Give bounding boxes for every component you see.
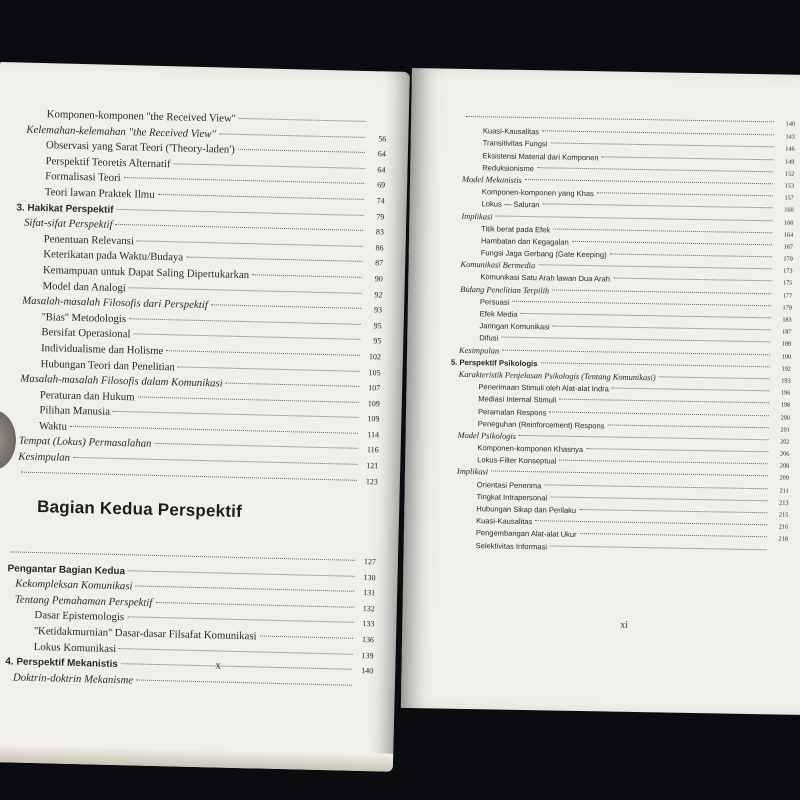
dot-leader — [238, 149, 365, 153]
dot-leader — [559, 460, 768, 465]
toc-entry-title: Kesimpulan — [18, 450, 71, 464]
dot-leader — [128, 570, 355, 577]
dot-leader — [158, 194, 364, 200]
toc-entry-page: 74 — [376, 196, 385, 206]
toc-entry-title: Lokus — Saluran — [481, 199, 540, 210]
dot-leader — [174, 163, 365, 169]
dot-leader — [154, 443, 357, 449]
toc-entry-title: Komponen-komponen yang Khas — [481, 187, 594, 199]
toc-entry-title: Tingkat Intrapersonal — [476, 492, 548, 503]
dot-leader — [550, 143, 773, 148]
toc-entry-page: 218 — [778, 535, 788, 544]
dot-leader — [550, 545, 767, 550]
toc-entry-page: 153 — [784, 182, 795, 190]
toc-entry-page: 160 — [783, 219, 794, 227]
toc-entry-title: Model Mekanistis — [461, 174, 522, 185]
dot-leader — [543, 204, 773, 209]
dot-leader — [121, 663, 352, 670]
toc-entry-title: Pengembangan Alat-alat Ukur — [475, 528, 577, 540]
right-page — [401, 68, 800, 715]
left-page — [0, 62, 410, 772]
toc-entry-page: 93 — [373, 305, 383, 315]
dot-leader — [553, 228, 772, 233]
dot-leader — [559, 399, 769, 404]
dot-leader — [73, 457, 357, 465]
toc-entry-page: 114 — [367, 429, 380, 440]
toc-entry-page: 157 — [784, 194, 794, 202]
dot-leader — [211, 304, 361, 309]
page-edge — [0, 744, 393, 772]
toc-entry-page: 179 — [782, 304, 792, 312]
toc-entry-page: 201 — [780, 426, 790, 434]
toc-entry-page: 132 — [362, 603, 375, 614]
dot-leader — [137, 240, 363, 247]
toc-entry-page: 56 — [378, 133, 387, 144]
toc-entry-page: 149 — [785, 158, 795, 166]
toc-entry-title: Karakteristik Penjelasan Psikologis (Tentang Komunikasi) — [458, 369, 656, 383]
toc-entry-page: 79 — [376, 211, 385, 221]
page-number: x — [215, 659, 221, 672]
dot-leader — [520, 313, 770, 318]
toc-entry-page: 64 — [377, 149, 386, 159]
toc-entry-page: 208 — [779, 462, 790, 470]
toc-entry-title: Komunikasi Satu Arah lawan Dua Arah — [480, 272, 611, 284]
toc-entry-page: 86 — [375, 242, 384, 253]
dot-leader — [602, 156, 774, 160]
toc-entry-page: 202 — [780, 438, 790, 446]
toc-entry-page: 83 — [375, 227, 385, 237]
dot-leader — [597, 192, 773, 196]
dot-leader — [260, 635, 353, 638]
dot-leader — [124, 177, 364, 184]
toc-entry-page: 177 — [782, 292, 793, 300]
dot-leader — [127, 617, 353, 624]
toc-entry-page: 206 — [779, 450, 790, 458]
dot-leader — [496, 215, 773, 221]
dot-leader — [579, 509, 767, 513]
toc-entry-title: Observasi yang Sarat Teori ('Theory-laden') — [45, 139, 235, 156]
toc-entry-title: ''Ketidakmurnian'' Dasar-dasar Filsafat Komunikasi — [33, 624, 257, 643]
page-number: xi — [620, 619, 629, 631]
toc-entry-page: 131 — [363, 588, 376, 598]
dot-leader — [466, 116, 774, 122]
toc-entry-title: Kekompleksan Komunikasi — [15, 577, 133, 593]
toc-entry-title: Hambatan dan Kegagalan — [480, 236, 569, 247]
toc-entry-title: Sifat-sifat Perspektif — [23, 216, 113, 231]
toc-entry-title: Penentuan Relevansi — [43, 232, 135, 248]
dot-leader — [607, 424, 768, 428]
toc-entry-page: 136 — [361, 634, 375, 645]
dot-leader — [538, 264, 771, 269]
dot-leader — [239, 118, 366, 122]
toc-entry-title: Masalah-masalah Filosofis dalam Komunikasi — [20, 372, 223, 390]
toc-entry-title: Eksistensi Material dari Komponen — [482, 150, 599, 162]
toc-entry-title: Fungsi Jaga Gerbang (Gate Keeping) — [480, 248, 607, 260]
toc-entry-title: Mediasi Internal Stimuli — [478, 394, 557, 405]
toc-entry-title: Waktu — [38, 419, 68, 433]
dot-leader — [535, 520, 767, 525]
toc-entry-title: Komponen-komponen ''the Received View'' — [46, 108, 236, 125]
dot-leader — [612, 388, 770, 392]
toc-entry-page: 209 — [779, 474, 789, 483]
toc-entry-title: Model dan Analogi — [42, 279, 127, 294]
dot-leader — [502, 349, 770, 355]
dot-leader — [117, 208, 364, 215]
dot-leader — [553, 326, 771, 331]
dot-leader — [155, 602, 353, 608]
toc-entry-title: Titik berat pada Efek — [481, 223, 551, 235]
toc-entry-title: Efek Media — [479, 309, 518, 319]
toc-entry-title: Hubungan Teori dan Penelitian — [40, 357, 176, 373]
toc-entry-title: Keterikatan pada Waktu/Budaya — [43, 248, 184, 264]
toc-entry-title: Implikasi — [461, 211, 493, 221]
toc-entry-title: Perspektif Teoretis Alternatif — [45, 154, 171, 170]
toc-entry-title: Pengantar Bagian Kedua — [7, 562, 126, 577]
toc-entry-page: 189 — [781, 340, 792, 349]
toc-entry-page: 116 — [366, 445, 379, 455]
dot-leader — [178, 366, 360, 371]
dot-leader — [113, 411, 358, 418]
toc-entry-page: 121 — [366, 461, 379, 471]
toc-entry-page: 198 — [780, 401, 791, 409]
toc-entry-page: 190 — [781, 353, 792, 361]
toc-entry-title: Implikasi — [456, 467, 489, 477]
toc-entry-page: 146 — [785, 145, 795, 154]
dot-leader — [116, 224, 363, 231]
toc-entry-page: 187 — [782, 328, 792, 336]
dot-leader — [537, 167, 773, 172]
toc-entry-title: Tempat (Lokus) Permasalahan — [18, 435, 152, 451]
toc-entry-page: 152 — [784, 170, 795, 178]
toc-entry-title: Persuasi — [479, 297, 510, 307]
toc-entry-title: Kelemahan-kelemahan ''the Received View'' — [26, 123, 217, 140]
toc-entry-page: 102 — [368, 352, 382, 362]
toc-entry-title: Jaringan Komunikasi — [479, 321, 550, 332]
dot-leader — [572, 241, 772, 245]
dot-leader — [136, 679, 352, 685]
toc-entry-title: Kuasi-Kausalitas — [482, 126, 540, 137]
part-heading: Bagian Kedua Perspektif — [36, 497, 243, 522]
dot-leader — [541, 362, 770, 367]
toc-entry-page: 64 — [377, 165, 386, 175]
toc-entry-page: 139 — [361, 650, 374, 660]
toc-entry-page: 170 — [783, 255, 793, 263]
dot-leader — [133, 334, 360, 341]
dot-leader — [138, 396, 359, 402]
toc-entry-title: ''Bias'' Metodologis — [41, 310, 127, 325]
dot-leader — [552, 289, 771, 294]
toc-entry-page: 211 — [779, 487, 789, 495]
toc-entry-page: 95 — [373, 336, 382, 346]
toc-entry-title: Peneguhan (Reinforcement) Respons — [477, 418, 605, 431]
toc-entry-title: Kemampuan untuk Dapat Saling Dipertukarkan — [42, 264, 250, 282]
toc-entry-page: 143 — [785, 133, 795, 141]
toc-entry-page: 196 — [781, 389, 791, 397]
toc-entry-page: 167 — [783, 243, 793, 251]
toc-entry-page: 183 — [782, 316, 792, 324]
toc-entry-title: Bersifat Operasional — [41, 326, 131, 341]
dot-leader — [219, 133, 365, 138]
toc-entry-title: Lokus Komunikasi — [33, 640, 117, 655]
toc-entry-page: 173 — [783, 267, 793, 275]
toc-entry-page: 200 — [780, 413, 791, 422]
toc-entry-page: 105 — [368, 367, 381, 377]
dot-leader — [542, 130, 774, 135]
toc-entry-page: 213 — [779, 499, 789, 507]
toc-entry-title: Individualisme dan Holisme — [40, 341, 164, 357]
toc-entry-page: 92 — [374, 289, 383, 299]
toc-entry-title: Formalisasi Teori — [45, 170, 121, 185]
dot-leader — [610, 254, 772, 258]
toc-entry-title: 3. Hakikat Perspektif — [16, 202, 114, 216]
toc-entry-title: Peraturan dan Hukum — [39, 388, 135, 404]
toc-entry-page: 192 — [781, 365, 791, 373]
dot-leader — [186, 257, 362, 262]
toc-left-lower — [5, 545, 376, 694]
dot-leader — [549, 411, 769, 416]
dot-leader — [544, 484, 767, 489]
dot-leader — [252, 274, 362, 278]
toc-entry-title: Orientasi Penerima — [476, 479, 542, 490]
dot-leader — [135, 586, 354, 592]
dot-leader — [166, 350, 360, 356]
toc-entry-title: Transitivitas Fungsi — [482, 138, 548, 149]
toc-entry-page: 175 — [782, 279, 793, 288]
toc-entry-page: 123 — [365, 476, 378, 487]
toc-entry-page: 90 — [374, 274, 383, 284]
toc-entry-title: Teori lawan Praktek Ilmu — [44, 186, 155, 201]
dot-leader — [586, 448, 768, 452]
toc-entry-title: Doktrin-doktrin Mekanisme — [12, 671, 134, 687]
dot-leader — [613, 278, 771, 282]
toc-entry-page: 140 — [785, 120, 796, 128]
toc-right — [448, 113, 796, 558]
toc-entry-title: Kesimpulan — [459, 345, 500, 356]
toc-entry-title: Bidang Penelitian Terpilih — [460, 284, 550, 296]
toc-entry-page: 164 — [783, 231, 794, 239]
toc-entry-page: 107 — [368, 383, 381, 393]
dot-leader — [129, 318, 361, 325]
dot-leader — [226, 383, 360, 387]
dot-leader — [11, 551, 355, 560]
toc-entry-page: 193 — [781, 377, 791, 385]
toc-entry-page: 127 — [363, 557, 377, 567]
toc-entry-title: Dasar Epistemologis — [34, 609, 125, 624]
toc-entry-page: 160 — [784, 206, 794, 214]
toc-left-upper — [10, 106, 387, 489]
toc-entry-page: 215 — [778, 511, 789, 519]
toc-entry-title: Penerimaan Stimuli oleh Alat-alat Indra — [478, 382, 609, 394]
dot-leader — [512, 301, 771, 307]
dot-leader — [550, 496, 767, 501]
toc-entry-title: Selektivitas Informasi — [475, 540, 548, 551]
dot-leader — [580, 533, 767, 537]
toc-entry-page: 140 — [361, 666, 374, 676]
toc-entry-page: 109 — [367, 398, 380, 409]
toc-entry-title: Peramalan Respons — [477, 406, 547, 417]
dot-leader — [21, 471, 357, 480]
toc-entry-title: Lokus-Filter Konseptual — [477, 455, 557, 466]
toc-entry-page: 133 — [362, 619, 375, 629]
dot-leader — [129, 287, 362, 294]
toc-entry-title: 5. Perspektif Psikologis — [450, 357, 538, 368]
toc-entry-page: 216 — [778, 523, 789, 531]
toc-entry-title: Tentang Pemahaman Perspektif — [14, 593, 153, 609]
toc-entry-title: Masalah-masalah Filosofis dari Perspektif — [22, 294, 208, 312]
dot-leader — [119, 648, 352, 655]
toc-entry-page: 87 — [375, 258, 384, 268]
toc-entry-title: Komponen-komponen Khasnya — [477, 443, 584, 455]
toc-entry-title: Hubungan Sikap dan Perilaku — [476, 504, 577, 515]
toc-entry-title: Model Psikologis — [457, 430, 517, 441]
toc-entry-title: Komunikasi Bermedia — [460, 260, 536, 271]
toc-entry-title: Kuasi-Kausalitas — [476, 516, 533, 527]
dot-leader — [659, 376, 770, 379]
toc-entry-title: 4. Perspektif Mekanistis — [5, 656, 118, 671]
toc-entry-page: 95 — [373, 320, 382, 331]
dot-leader — [501, 337, 770, 343]
toc-entry-title: Reduksionisme — [482, 162, 534, 173]
dot-leader — [525, 179, 773, 184]
toc-entry-page: 109 — [367, 414, 380, 424]
dot-leader — [519, 435, 769, 440]
dot-leader — [491, 471, 768, 477]
toc-entry-title: Pilihan Manusia — [39, 404, 111, 419]
dot-leader — [70, 426, 358, 434]
toc-entry-page: 130 — [363, 572, 376, 582]
toc-entry-page: 69 — [377, 180, 386, 190]
toc-entry-title: Difusi — [479, 333, 499, 343]
